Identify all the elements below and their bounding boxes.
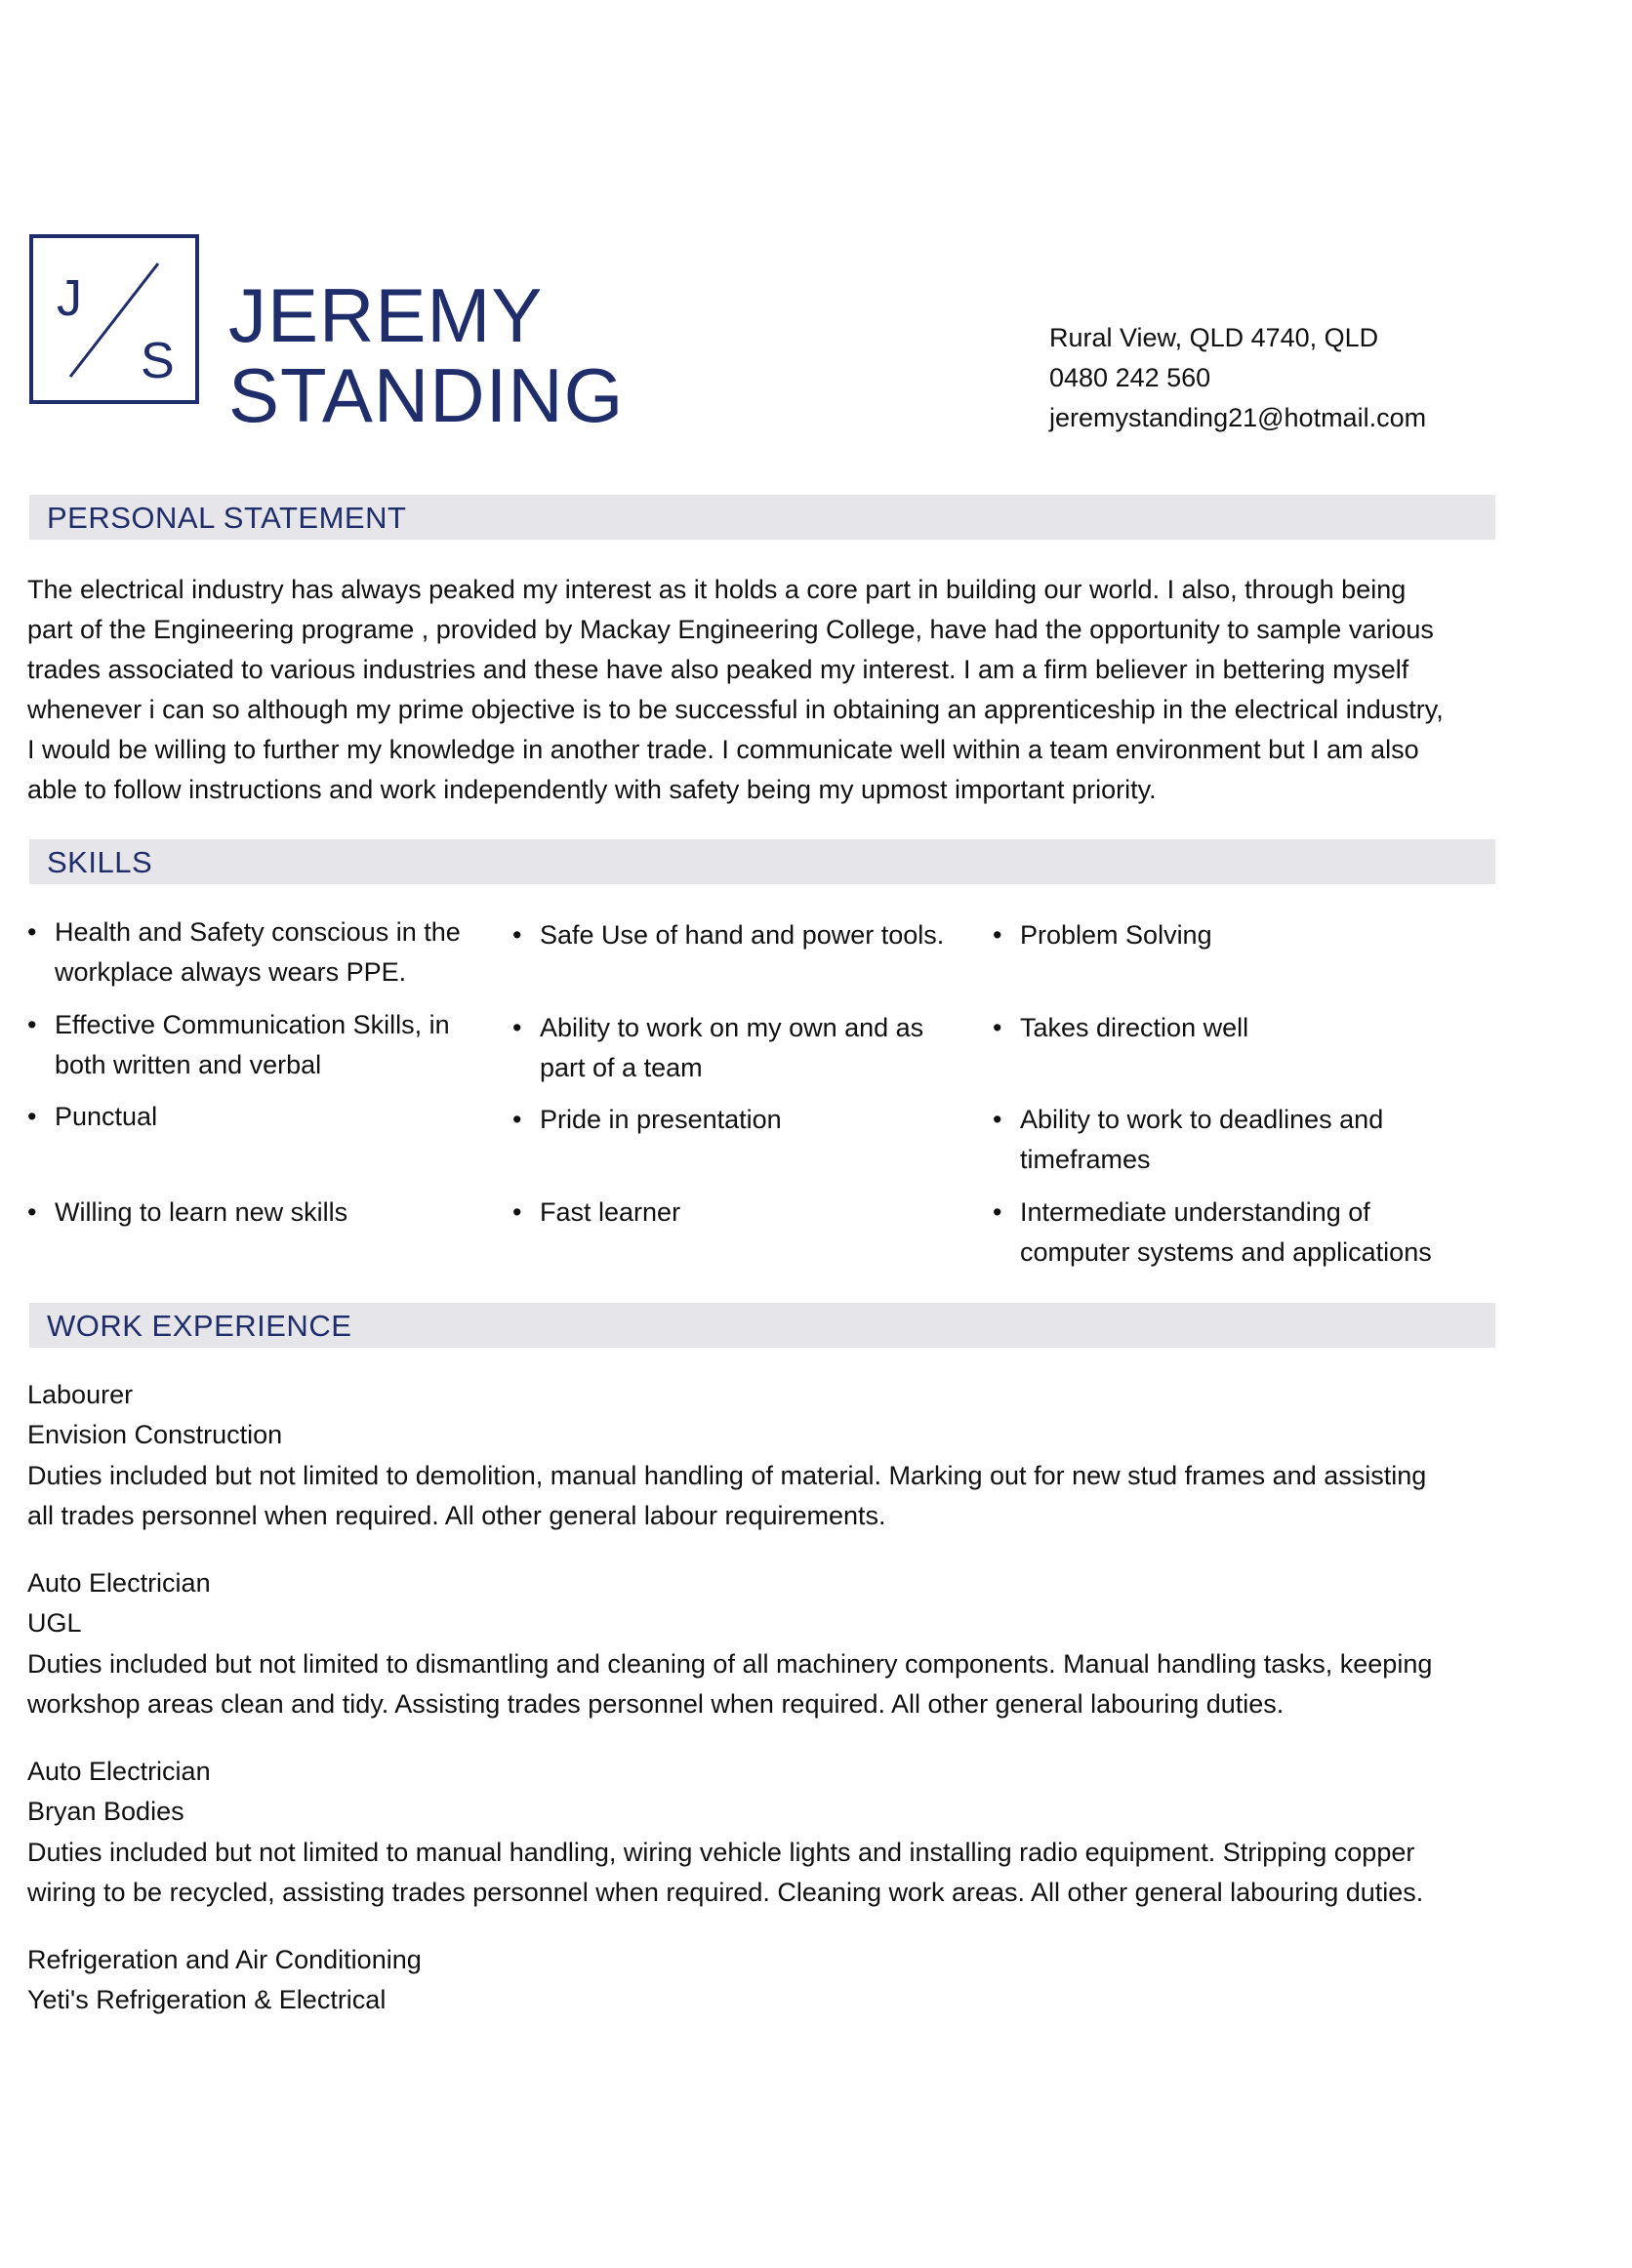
personal-statement-header [29, 495, 1495, 540]
job-role: Auto Electrician [27, 1757, 211, 1786]
personal-statement-text [27, 570, 1491, 810]
skill-line: Problem Solving [1020, 920, 1212, 950]
skill-line: Safe Use of hand and power tools. [540, 920, 945, 950]
statement-line: trades associated to various industries and these have also peaked my interest. I am a firm believer in bettering myself [27, 655, 1409, 684]
statement-line: able to follow instructions and work independently with safety being my upmost important priority. [27, 775, 1157, 804]
statement-line: The electrical industry has always peaked my interest as it holds a core part in building our world. I also, through being [27, 575, 1407, 604]
candidate-name [228, 272, 625, 438]
job-company: Envision Construction [27, 1420, 283, 1449]
bullet-icon: • [993, 1105, 1002, 1134]
job-duties-line: all trades personnel when required. All other general labour requirements. [27, 1501, 886, 1530]
job-role: Auto Electrician [27, 1568, 211, 1598]
contact-block [1049, 318, 1426, 438]
contact-email: jeremystanding21@hotmail.com [1049, 403, 1427, 432]
job-duties-line: Duties included but not limited to dismantling and cleaning of all machinery components. Manual handling tasks, keeping [27, 1649, 1433, 1679]
skill-line: Fast learner [540, 1197, 681, 1227]
bullet-icon: • [993, 920, 1002, 950]
statement-line: part of the Engineering programe , provided by Mackay Engineering College, have had the opportunity to sample various [27, 615, 1434, 644]
job-company: Bryan Bodies [27, 1797, 184, 1826]
job-company: UGL [27, 1608, 82, 1638]
skill-line: Effective Communication Skills, in [55, 1010, 450, 1039]
bullet-icon: • [27, 1010, 37, 1039]
name-last: STANDING [228, 352, 625, 438]
bullet-icon: • [512, 920, 522, 950]
skill-line: Intermediate understanding of [1020, 1197, 1370, 1227]
section-title: PERSONAL STATEMENT [47, 501, 407, 535]
skill-line: Takes direction well [1020, 1013, 1249, 1042]
job-company: Yeti's Refrigeration & Electrical [27, 1985, 387, 2014]
bullet-icon: • [512, 1013, 522, 1042]
job-duties-line: workshop areas clean and tidy. Assisting trades personnel when required. All other general labouring duties. [27, 1689, 1285, 1719]
contact-phone: 0480 242 560 [1049, 363, 1211, 392]
monogram-letter-s: S [141, 333, 175, 389]
name-first: JEREMY [228, 272, 544, 358]
statement-line: whenever i can so although my prime objective is to be successful in obtaining an apprenticeship in the electrical industry, [27, 695, 1444, 724]
skill-line: Pride in presentation [540, 1105, 782, 1134]
skill-line: computer systems and applications [1020, 1237, 1432, 1267]
section-title: WORK EXPERIENCE [47, 1309, 352, 1343]
skill-line: both written and verbal [55, 1050, 322, 1079]
skill-line: Health and Safety conscious in the [55, 917, 461, 947]
skill-line: workplace always wears PPE. [55, 957, 407, 987]
job-role: Labourer [27, 1380, 134, 1409]
skill-line: timeframes [1020, 1145, 1151, 1174]
monogram-logo [29, 234, 199, 404]
bullet-icon: • [27, 1102, 37, 1131]
work-experience-header [29, 1303, 1495, 1348]
skill-line: Punctual [55, 1102, 158, 1131]
skills-header [29, 839, 1495, 884]
job-role: Refrigeration and Air Conditioning [27, 1945, 422, 1974]
job-duties-line: Duties included but not limited to demolition, manual handling of material. Marking out for new stud frames and assisting [27, 1461, 1427, 1490]
bullet-icon: • [512, 1105, 522, 1134]
section-title: SKILLS [47, 845, 153, 879]
skill-line: part of a team [540, 1053, 703, 1082]
bullet-icon: • [27, 917, 37, 947]
bullet-icon: • [27, 1197, 37, 1227]
bullet-icon: • [993, 1197, 1002, 1227]
bullet-icon: • [512, 1197, 522, 1227]
skill-line: Ability to work on my own and as [540, 1013, 924, 1042]
bullet-icon: • [993, 1013, 1002, 1042]
monogram-letter-j: J [57, 270, 82, 327]
skill-line: Ability to work to deadlines and [1020, 1105, 1384, 1134]
contact-address: Rural View, QLD 4740, QLD [1049, 323, 1379, 352]
statement-line: I would be willing to further my knowledge in another trade. I communicate well within a team environment but I am also [27, 735, 1419, 764]
job-duties-line: wiring to be recycled, assisting trades personnel when required. Cleaning work areas. All other general labouring duties. [27, 1878, 1424, 1907]
job-duties-line: Duties included but not limited to manual handling, wiring vehicle lights and installing radio equipment. Stripping copper [27, 1838, 1415, 1867]
skill-line: Willing to learn new skills [55, 1197, 348, 1227]
